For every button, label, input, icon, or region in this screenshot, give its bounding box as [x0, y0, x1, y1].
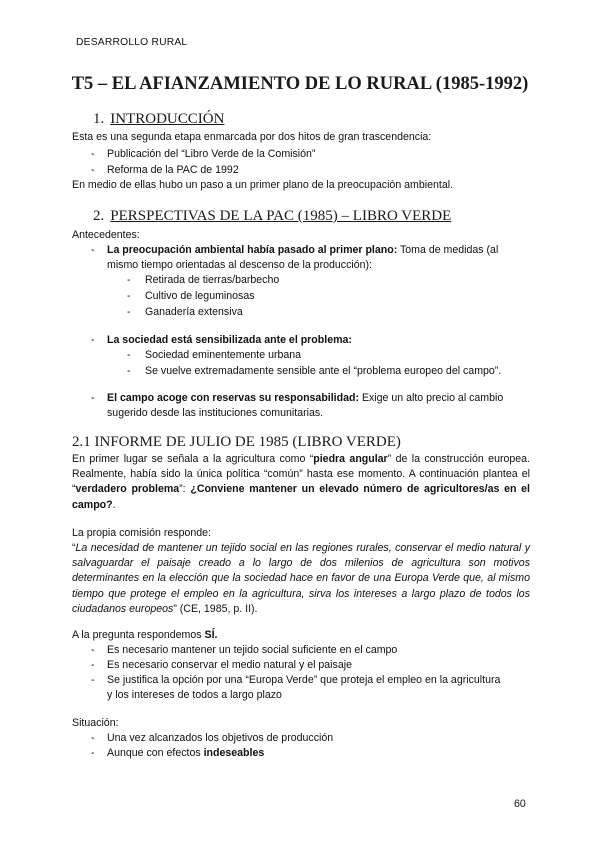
- list-item-continuation: sugerido desde las instituciones comunitarias.: [107, 407, 324, 419]
- subsection-heading-informe: 2.1 INFORME DE JULIO DE 1985 (LIBRO VERDE): [72, 434, 401, 450]
- bullet-dash: -: [127, 365, 131, 377]
- page-number: 60: [514, 798, 526, 810]
- quote-mark: “: [72, 542, 76, 554]
- section-title: INTRODUCCIÓN: [110, 111, 225, 127]
- bullet-dash: -: [91, 674, 95, 686]
- text-run: Aunque con efectos: [107, 747, 204, 759]
- bullet-dash: -: [127, 274, 131, 286]
- text-run: ”:: [179, 483, 191, 496]
- bullet-dash: -: [91, 392, 95, 404]
- text-run: .: [112, 498, 116, 511]
- quote-citation: ” (CE, 1985, p. II).: [173, 602, 258, 615]
- section-number: 1.: [93, 111, 105, 127]
- list-item: Una vez alcanzados los objetivos de producción: [107, 732, 334, 744]
- section-number: 2.: [93, 208, 105, 224]
- list-item: La sociedad está sensibilizada ante el problema:: [107, 334, 352, 346]
- chapter-title: T5 – EL AFIANZAMIENTO DE LO RURAL (1985-1992): [71, 74, 529, 94]
- answer-text: A la pregunta respondemos: [72, 629, 205, 641]
- section-heading-introduccion: [93, 111, 224, 128]
- list-item: Publicación del “Libro Verde de la Comisión”: [107, 148, 316, 160]
- sub-list-item: Ganadería extensiva: [145, 306, 243, 318]
- section-heading-perspectivas: [93, 208, 451, 225]
- list-item: Es necesario mantener un tejido social suficiente en el campo: [107, 644, 398, 656]
- antecedentes-label: Antecedentes:: [72, 229, 140, 241]
- bullet-dash: -: [127, 306, 131, 318]
- intro-closing: En medio de ellas hubo un paso a un primer plano de la preocupación ambiental.: [72, 179, 454, 191]
- list-item: Es necesario conservar el medio natural y el paisaje: [107, 659, 352, 671]
- list-item: [107, 243, 498, 258]
- sub-list-item: Sociedad eminentemente urbana: [145, 349, 302, 361]
- bullet-dash: -: [91, 732, 95, 744]
- bullet-lead-bold: La preocupación ambiental había pasado al primer plano:: [107, 244, 398, 256]
- bullet-dash: -: [91, 747, 95, 759]
- bullet-dash: -: [127, 349, 131, 361]
- answer-bold: SÍ.: [204, 629, 218, 641]
- list-item-continuation: mismo tiempo orientadas al descenso de la producción):: [107, 259, 372, 271]
- bullet-dash: -: [91, 148, 95, 160]
- list-item: [107, 746, 264, 761]
- text-run: ” de la construcción europea. Realmente, había sido la única política “común” hasta ese momento. A continuación plantea el “: [72, 453, 530, 496]
- key-question: ¿Conviene mantener un elevado número de agricultores/as en el campo?: [72, 483, 530, 511]
- running-header: DESARROLLO RURAL: [76, 37, 188, 48]
- section-title: PERSPECTIVAS DE LA PAC (1985) – LIBRO VERDE: [110, 208, 452, 224]
- bullet-dash: -: [91, 334, 95, 346]
- list-item: Reforma de la PAC de 1992: [107, 164, 239, 176]
- sub-list-item: Se vuelve extremadamente sensible ante el “problema europeo del campo”.: [145, 365, 502, 377]
- bold-term: piedra angular: [313, 453, 388, 465]
- intro-lead: Esta es una segunda etapa enmarcada por dos hitos de gran trascendencia:: [72, 131, 432, 143]
- commission-intro: La propia comisión responde:: [72, 527, 211, 539]
- list-item: Se justifica la opción por una “Europa Verde” que proteja el empleo en la agricultura: [107, 674, 501, 686]
- bullet-dash: -: [91, 659, 95, 671]
- informe-paragraph: [72, 452, 530, 513]
- bold-term: indeseables: [203, 747, 265, 759]
- quote-text: La necesidad de mantener un tejido social en las regiones rurales, conservar el medio natural y salvaguardar el paisaje creado a lo largo de dos milenios de agricultura son motivos determinantes en la elección que la sociedad hace en favor de una Europa Verde que, al mismo tiempo que protege el empleo en la agricultura, sirva los intereses a largo plazo de todos los ciudadanos europeos: [72, 542, 530, 615]
- sub-list-item: Retirada de tierras/barbecho: [145, 274, 280, 286]
- bullet-text: Toma de medidas (al: [397, 244, 499, 256]
- text-run: En primer lugar se señala a la agricultura como “: [72, 453, 314, 465]
- commission-quote: [72, 541, 530, 617]
- bullet-lead-bold: El campo acoge con reservas su responsabilidad:: [107, 392, 359, 404]
- answer-line: [72, 628, 217, 643]
- bold-term: verdadero problema: [75, 483, 180, 496]
- bullet-dash: -: [91, 644, 95, 656]
- situacion-label: Situación:: [72, 717, 119, 729]
- bullet-dash: -: [91, 244, 95, 256]
- list-item-continuation: y los intereses de todos a largo plazo: [107, 689, 282, 701]
- bullet-dash: -: [127, 290, 131, 302]
- sub-list-item: Cultivo de leguminosas: [145, 290, 255, 302]
- bullet-dash: -: [91, 164, 95, 176]
- list-item: [107, 391, 503, 406]
- bullet-text: Exige un alto precio al cambio: [359, 392, 504, 404]
